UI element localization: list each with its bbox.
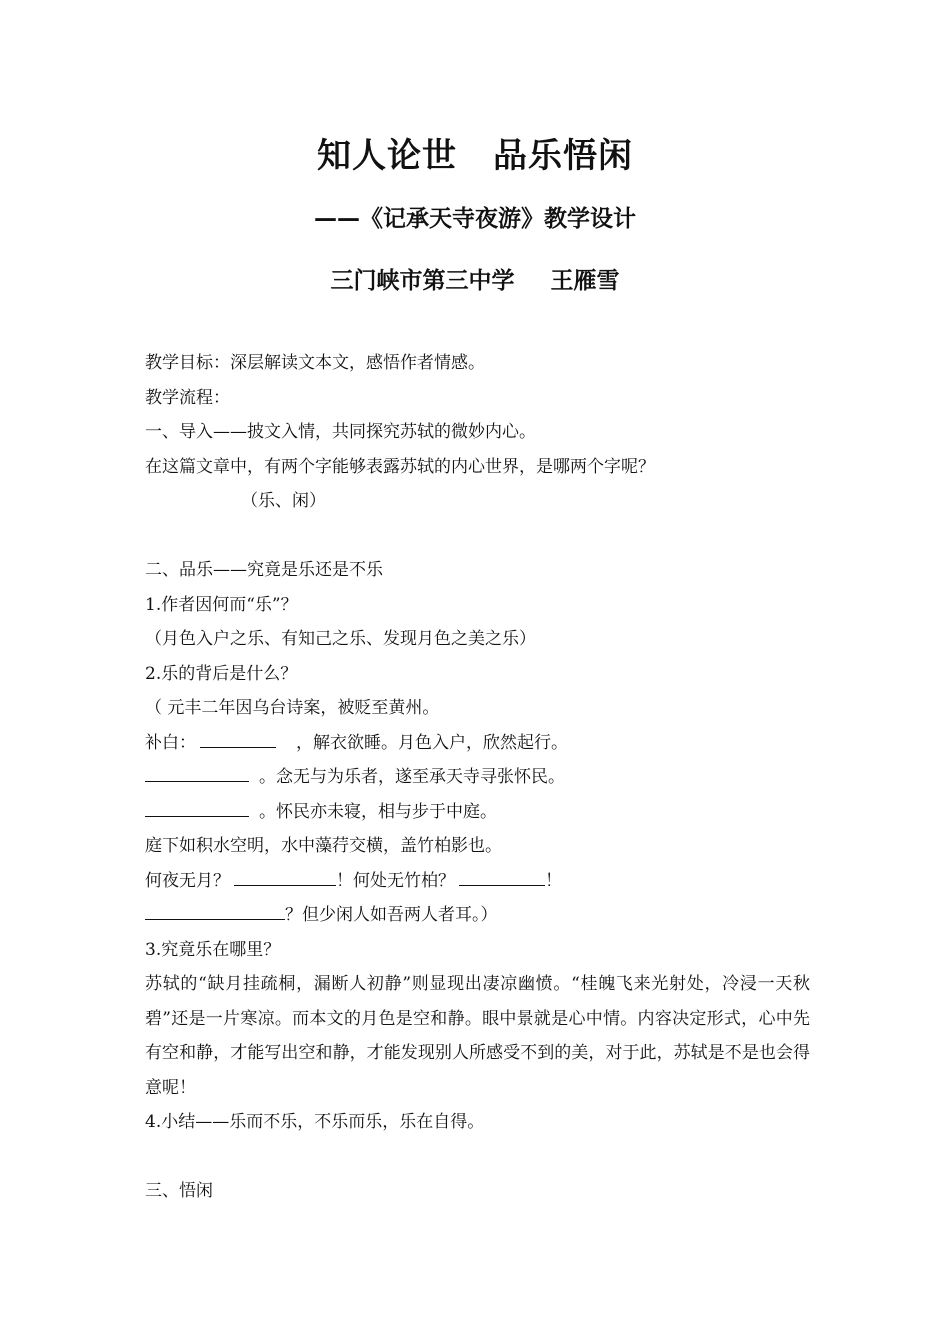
- courtyard-line: 庭下如积水空明，水中藻荇交横，盖竹柏影也。: [145, 836, 502, 856]
- section-1-question: 在这篇文章中，有两个字能够表露苏轼的内心世界，是哪两个字呢？: [145, 456, 655, 477]
- fill-line-1: [145, 726, 810, 761]
- author-line: [0, 262, 950, 295]
- fill-line-2: [145, 760, 810, 795]
- fill-blank-2: [145, 765, 249, 782]
- fill-4-b: ！何处无竹柏？: [336, 870, 455, 891]
- fill-line-3: [145, 795, 810, 830]
- page-title: [0, 128, 950, 177]
- fill-blank-4a: [234, 869, 336, 886]
- answer-2-intro: （ 元丰二年因乌台诗案，被贬至黄州。: [145, 698, 440, 718]
- question-2: 2.乐的背后是什么？: [145, 663, 298, 684]
- fill-blank-4b: [459, 869, 545, 886]
- title-part-a: 知人论世: [317, 136, 457, 176]
- fill-5-suffix: ？但少闲人如吾两人者耳。）: [285, 905, 498, 925]
- fill-2-suffix: 。念无与为乐者，遂至承天寺寻张怀民。: [259, 767, 565, 787]
- question-3: 3.究竟乐在哪里？: [145, 939, 281, 960]
- title-part-b: 品乐悟闲: [493, 136, 633, 176]
- summary-4: 4.小结——乐而不乐，不乐而乐，乐在自得。: [145, 1112, 485, 1132]
- document-body: [145, 346, 810, 1209]
- teaching-goal: 教学目标：深层解读文本文，感悟作者情感。: [145, 353, 485, 373]
- fill-blank-3: [145, 800, 249, 817]
- question-1: 1.作者因何而“乐”？: [145, 594, 298, 615]
- section-2-heading: 二、品乐——究竟是乐还是不乐: [145, 560, 383, 580]
- section-3-heading: 三、悟闲: [145, 1181, 213, 1201]
- section-1-heading: 一、导入——披文入情，共同探究苏轼的微妙内心。: [145, 422, 536, 442]
- author-name: 王雁雪: [550, 268, 620, 294]
- fill-3-suffix: 。怀民亦未寝，相与步于中庭。: [259, 801, 497, 822]
- fill-blank-5: [145, 903, 285, 920]
- fill-4-a: 何夜无月？: [145, 870, 230, 891]
- fill-4-c: ！: [545, 870, 562, 891]
- paragraph-3: 苏轼的“缺月挂疏桐，漏断人初静”则显现出凄凉幽愤。“桂魄飞来光射处，冷浸一天秋碧”还是一片寒凉。而本文的月色是空和静。眼中景就是心中情。内容决定形式，心中先有空和静，才能写出空和静，才能发现别人所感受不到的美，对于此，苏轼是不是也会得意呢！: [145, 974, 810, 1098]
- fill-blank-1: [200, 731, 276, 748]
- fill-line-5: [145, 898, 810, 933]
- school-name: 三门峡市第三中学: [330, 268, 515, 294]
- fill-1-prefix: 补白：: [145, 732, 196, 753]
- section-1-answer: （乐、闲）: [241, 491, 326, 511]
- fill-line-4: [145, 864, 810, 899]
- answer-1: （月色入户之乐、有知己之乐、发现月色之美之乐）: [145, 629, 536, 649]
- subtitle: ——《记承天寺夜游》教学设计: [314, 206, 636, 232]
- fill-1-suffix: ，解衣欲睡。月色入户，欣然起行。: [296, 732, 568, 753]
- teaching-process-label: 教学流程：: [145, 387, 230, 408]
